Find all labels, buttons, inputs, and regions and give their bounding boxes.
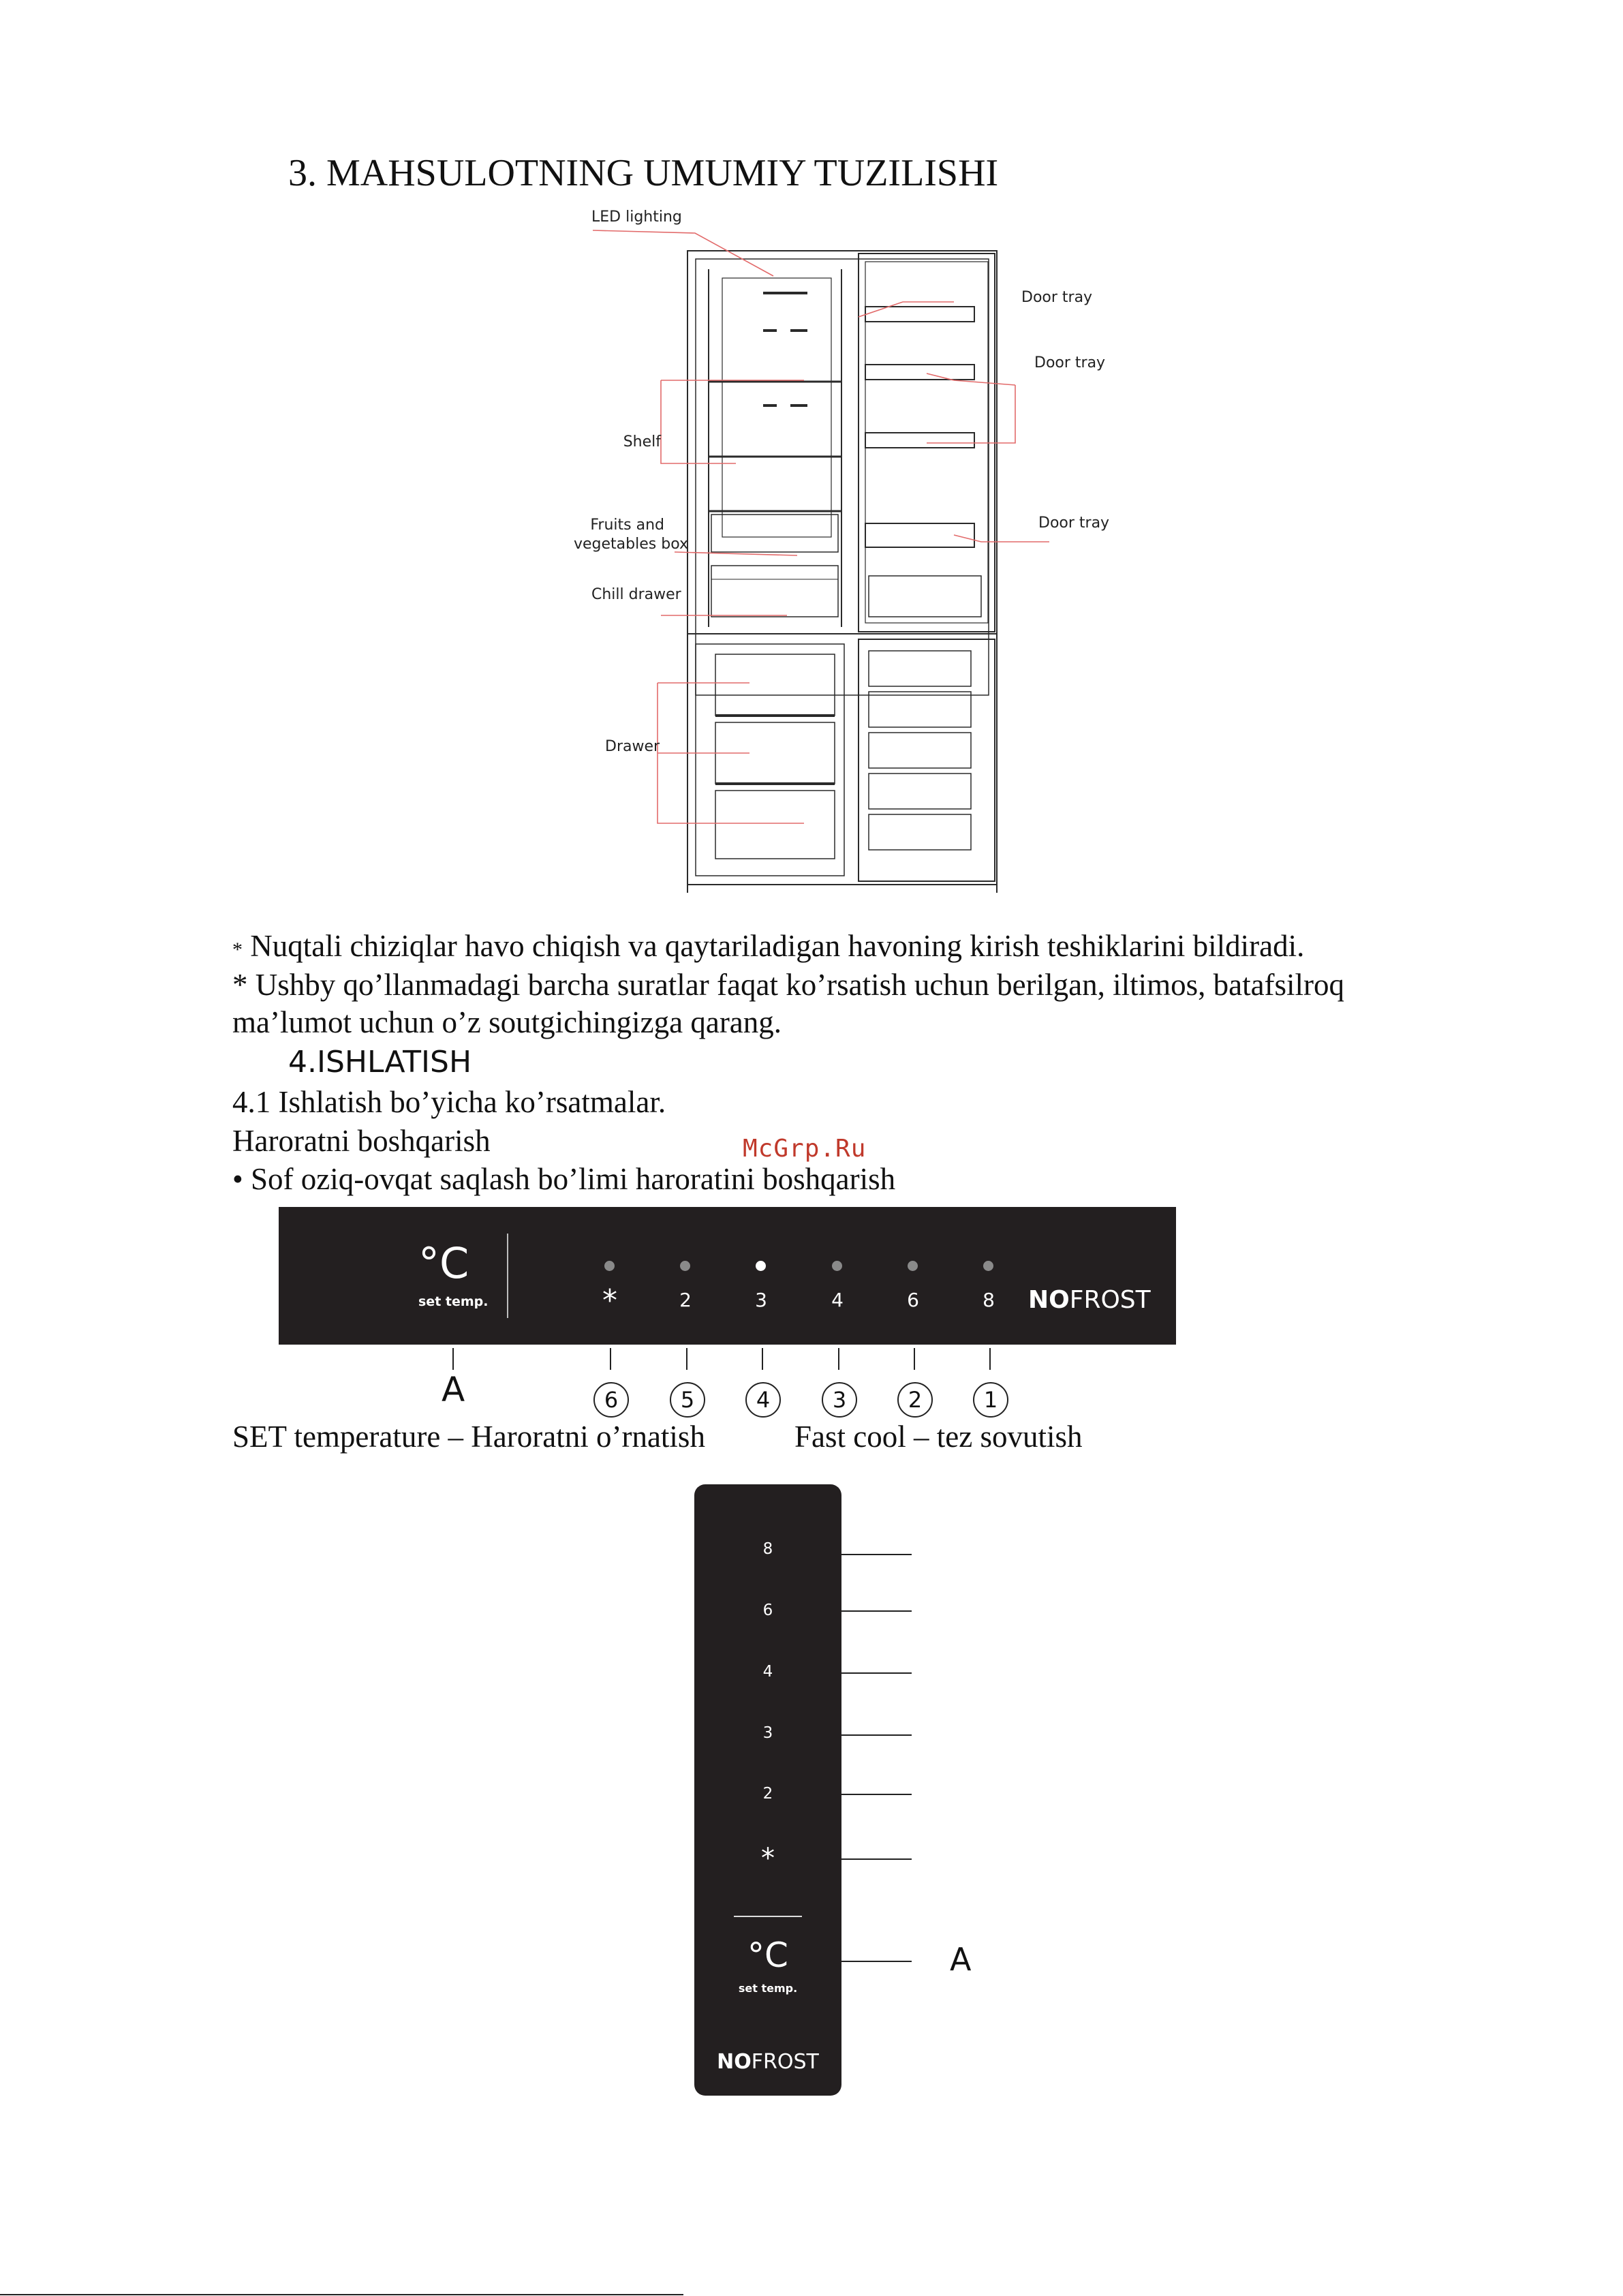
indicator-dot-fast-cool (604, 1261, 615, 1271)
footer-rule (0, 2294, 683, 2295)
temp-value-6: 6 (907, 1289, 919, 1311)
horizontal-control-panel (279, 1207, 1176, 1345)
bullet-heading: • Sof oziq-ovqat saqlash bo’limi haroratini boshqarish (232, 1162, 896, 1196)
vertical-control-panel (694, 1484, 841, 2096)
panel-divider (507, 1234, 508, 1318)
freezer-door (859, 639, 995, 881)
vtemp-value-3: 3 (762, 1724, 773, 1742)
fast-cool-icon[interactable]: * (602, 1283, 617, 1318)
label-door-tray-2: Door tray (1034, 354, 1106, 371)
vtemp-value-6: 6 (762, 1602, 773, 1619)
legend-fast-cool: Fast cool – tez sovutish (794, 1420, 1083, 1454)
label-door-tray-1: Door tray (1021, 289, 1093, 306)
note-1-star: * (232, 938, 243, 961)
section-4-title (288, 1045, 472, 1080)
vcelsius-icon[interactable]: °C (747, 1935, 788, 1975)
note-1 (232, 931, 1304, 962)
label-led-lighting: LED lighting (591, 209, 682, 226)
marker-3: 3 (822, 1382, 857, 1418)
indicator-dot-2 (680, 1261, 690, 1271)
freezer-drawer-1 (715, 654, 835, 716)
vline-8 (841, 1554, 912, 1555)
nofrost-rest: FROST (1069, 1286, 1151, 1314)
set-temp-label: set temp. (418, 1294, 489, 1309)
label-drawer: Drawer (605, 738, 660, 755)
section-title: 3. MAHSULOTNING UMUMIY TUZILISHI (288, 152, 999, 194)
vnofrost-rest: FROST (751, 2050, 819, 2074)
vline-a (841, 1961, 912, 1962)
vline-3 (841, 1734, 912, 1736)
nofrost-bold: NO (1028, 1286, 1070, 1314)
vline-2 (841, 1794, 912, 1795)
label-fruits-line2: vegetables box (574, 536, 688, 553)
vfast-cool-icon[interactable]: * (761, 1843, 775, 1874)
vset-temp-label: set temp. (738, 1982, 798, 1995)
celsius-icon[interactable]: °C (418, 1238, 469, 1288)
note-2-line2: ma’lumot uchun o’z soutgichingizga qarang. (232, 1005, 782, 1039)
marker-5: 5 (670, 1382, 705, 1418)
note-2-line1: * Ushby qo’llanmadagi barcha suratlar faqat ko’rsatish uchun berilgan, iltimos, batafsilroq (232, 968, 1345, 1002)
tick-4 (762, 1348, 763, 1370)
tick-1 (989, 1348, 991, 1370)
indicator-dot-8 (983, 1261, 993, 1271)
label-a-vertical: A (950, 1941, 972, 1978)
tick-a (452, 1348, 454, 1370)
tick-6 (610, 1348, 611, 1370)
temp-value-8: 8 (983, 1289, 995, 1311)
vtemp-value-4: 4 (762, 1663, 773, 1681)
indicator-dot-4 (832, 1261, 842, 1271)
vline-6 (841, 1610, 912, 1612)
control-heading: Haroratni boshqarish (232, 1124, 491, 1158)
legend-set-temperature: SET temperature – Haroratni o’rnatish (232, 1420, 705, 1454)
tick-5 (686, 1348, 687, 1370)
tick-2 (914, 1348, 915, 1370)
chill-drawer (711, 566, 838, 617)
temp-value-3: 3 (755, 1289, 767, 1311)
vline-fast-cool (841, 1858, 912, 1860)
label-a-horizontal: A (442, 1370, 465, 1409)
marker-6: 6 (593, 1382, 629, 1418)
vnofrost-logo (694, 2050, 841, 2074)
section-4-sub: 4.1 Ishlatish bo’yicha ko’rsatmalar. (232, 1085, 666, 1119)
label-chill-drawer: Chill drawer (591, 586, 681, 603)
vnofrost-bold: NO (717, 2050, 752, 2074)
vtemp-value-8: 8 (762, 1540, 773, 1558)
marker-4: 4 (745, 1382, 781, 1418)
vline-4 (841, 1672, 912, 1674)
indicator-dot-6 (908, 1261, 918, 1271)
marker-1: 1 (973, 1382, 1008, 1418)
label-door-tray-3: Door tray (1038, 515, 1110, 532)
vpanel-divider (734, 1916, 802, 1917)
temp-value-2: 2 (679, 1289, 692, 1311)
fruit-box (711, 515, 838, 552)
nofrost-logo (1028, 1286, 1151, 1314)
indicator-dot-3-active (756, 1261, 766, 1271)
label-fruits-line1: Fruits and (590, 517, 664, 534)
note-1-text: Nuqtali chiziqlar havo chiqish va qaytariladigan havoning kirish teshiklarini bildiradi. (250, 929, 1305, 963)
watermark: McGrp.Ru (743, 1135, 867, 1163)
marker-2: 2 (897, 1382, 933, 1418)
tick-3 (838, 1348, 839, 1370)
vtemp-value-2: 2 (762, 1785, 773, 1803)
freezer-drawer-3 (715, 791, 835, 859)
label-shelf: Shelf (623, 433, 661, 450)
section-4-title-text: 4.ISHLATISH (288, 1045, 472, 1080)
temp-value-4: 4 (831, 1289, 844, 1311)
